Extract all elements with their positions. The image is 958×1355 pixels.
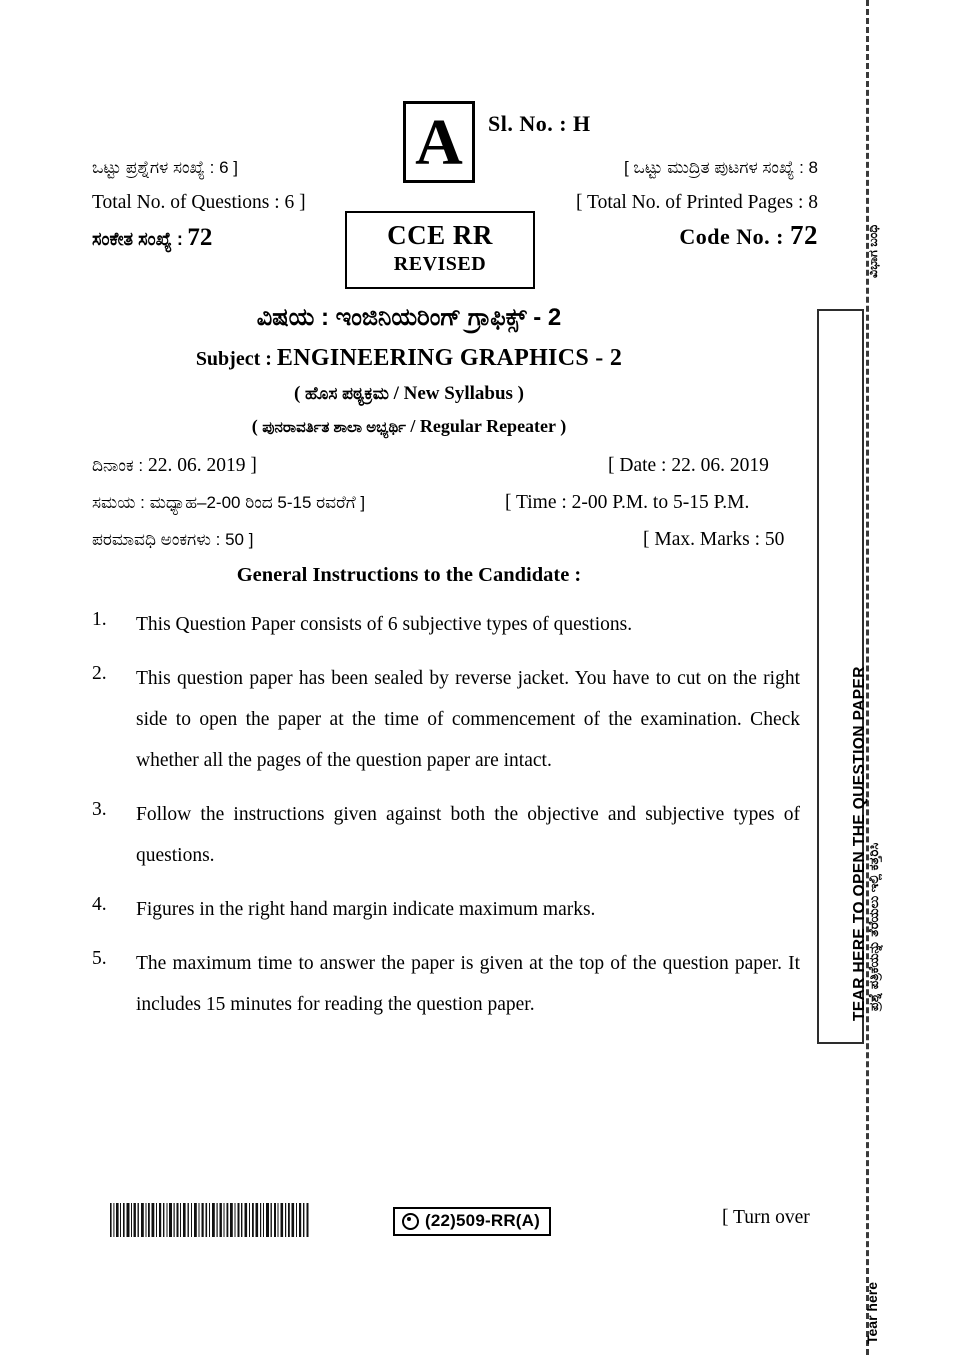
- time-kannada-value: ಮಧ್ಯಾಹ–2-00 ರಿಂದ 5-15 ರವರೆಗೆ ]: [149, 493, 366, 512]
- turn-over-label: [ Turn over: [722, 1207, 810, 1228]
- tear-instruction-kannada: ಪ್ರಶ್ನೆ ಪತ್ರಿಕೆಯನ್ನು ತೆರೆಯಲು ಇಲ್ಲಿ ಕತ್ತರಿಸಿ: [866, 842, 881, 1011]
- code-number-kannada-label: ಸಂಕೇತ ಸಂಖ್ಯೆ :: [92, 229, 183, 249]
- instructions-list: [92, 604, 800, 1038]
- code-number-kannada: [92, 224, 212, 252]
- instruction-number: 1.: [92, 609, 107, 630]
- instruction-item: [92, 794, 800, 876]
- date-kannada-row: [92, 455, 257, 477]
- serial-number: Sl. No. : H: [488, 111, 591, 136]
- subject-label: Subject :: [195, 348, 272, 370]
- tear-here-marker: [848, 1240, 880, 1350]
- exam-type-line1: CCE RR: [387, 220, 493, 250]
- instruction-number: 4.: [92, 894, 107, 915]
- syllabus-line: [0, 383, 958, 405]
- syllabus-kannada: ಹೊಸ ಪಠ್ಯಕ್ರಮ: [305, 384, 389, 403]
- paper-code-stamp: [393, 1207, 551, 1236]
- code-number-kannada-value: 72: [187, 224, 213, 251]
- subject-title-english: [0, 345, 958, 372]
- barcode: [110, 1203, 310, 1237]
- instruction-item: [92, 604, 800, 645]
- tear-instruction-english: TEAR HERE TO OPEN THE QUESTION PAPER: [851, 666, 868, 1021]
- syllabus-english: / New Syllabus ): [393, 383, 525, 404]
- date-kannada-value: 22. 06. 2019 ]: [147, 455, 257, 476]
- repeater-open-paren: (: [251, 416, 258, 436]
- instruction-text: Follow the instructions given against both the objective and subjective types of questions.: [136, 804, 800, 866]
- instruction-item: [92, 943, 800, 1025]
- exam-type-line2: REVISED: [393, 253, 487, 275]
- printed-pages-english: [ Total No. of Printed Pages : 8: [576, 192, 818, 213]
- repeater-english: / Regular Repeater ): [410, 416, 567, 436]
- code-number-english: [679, 220, 818, 251]
- registered-mark-icon: [402, 1213, 419, 1230]
- printed-pages-kannada: [ ಒಟ್ಟು ಮುದ್ರಿತ ಪುಟಗಳ ಸಂಖ್ಯೆ : 8: [623, 158, 818, 177]
- instruction-item: [92, 658, 800, 781]
- date-english: [ Date : 22. 06. 2019: [608, 455, 769, 476]
- total-questions-english: Total No. of Questions : 6 ]: [92, 192, 306, 213]
- total-questions-kannada: ಒಟ್ಟು ಪ್ರಶ್ನೆಗಳ ಸಂಖ್ಯೆ : 6 ]: [92, 158, 238, 177]
- time-kannada-row: [92, 492, 365, 514]
- code-side-kannada-text: ವಿಭಾಗ ಬಂಧಿ: [866, 224, 880, 278]
- tear-instruction-box: [817, 309, 881, 1044]
- paper-code-text: (22)509-RR(A): [425, 1211, 541, 1230]
- repeater-kannada: ಪುನರಾವರ್ತಿತ ಶಾಲಾ ಅಭ್ಯರ್ಥಿ: [262, 419, 406, 436]
- exam-type-box: [345, 211, 535, 289]
- time-english: [ Time : 2-00 P.M. to 5-15 P.M.: [505, 492, 750, 513]
- tear-here-label: Tear here: [864, 1282, 880, 1344]
- instruction-number: 3.: [92, 799, 107, 820]
- variant-letter: A: [415, 106, 463, 179]
- instruction-item: [92, 889, 800, 930]
- code-side-kannada: [850, 160, 880, 280]
- time-kannada-label: ಸಮಯ :: [92, 493, 145, 512]
- variant-letter-box: [403, 101, 475, 183]
- syllabus-open-paren: (: [293, 383, 301, 404]
- max-marks-english: [ Max. Marks : 50: [643, 529, 785, 550]
- instruction-text: Figures in the right hand margin indicate maximum marks.: [136, 899, 596, 920]
- instruction-number: 5.: [92, 948, 107, 969]
- subject-name: ENGINEERING GRAPHICS - 2: [276, 345, 623, 371]
- max-marks-kannada-text: ಪರಮಾವಧಿ ಅಂಕಗಳು : 50 ]: [92, 530, 254, 549]
- instruction-text: The maximum time to answer the paper is given at the top of the question paper. It includes 15 minutes for reading the question paper.: [136, 953, 800, 1015]
- date-kannada-label: ದಿನಾಂಕ :: [92, 456, 144, 475]
- code-number-value: 72: [790, 220, 818, 250]
- subject-title-kannada: ವಿಷಯ : ಇಂಜಿನಿಯರಿಂಗ್ ಗ್ರಾಫಿಕ್ಸ್ - 2: [256, 304, 562, 331]
- code-number-label: Code No. :: [679, 224, 784, 249]
- instruction-text: This question paper has been sealed by reverse jacket. You have to cut on the right side to open the paper at the time of commencement of the examination. Check whether all the pages of the question paper are intact.: [136, 668, 800, 771]
- instruction-text: This Question Paper consists of 6 subjective types of questions.: [136, 614, 633, 635]
- instruction-number: 2.: [92, 663, 107, 684]
- max-marks-kannada: [92, 529, 253, 551]
- instructions-title: General Instructions to the Candidate :: [236, 564, 582, 586]
- repeater-line: [0, 416, 958, 437]
